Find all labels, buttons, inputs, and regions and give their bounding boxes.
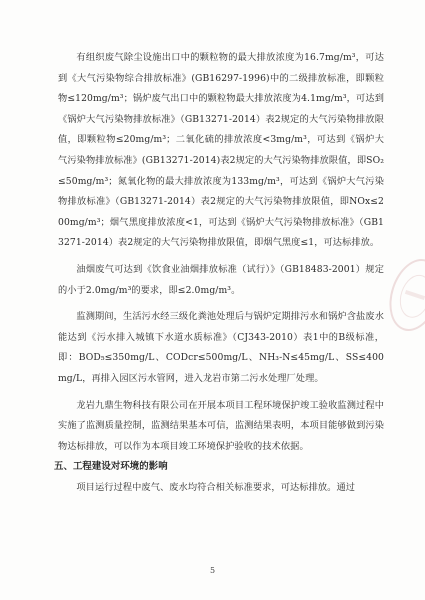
page-body <box>54 48 384 498</box>
seal-center-mark <box>405 290 425 300</box>
seal-stamp-mark <box>381 252 425 337</box>
paragraph-exhaust-gas-results: 有组织废气除尘设施出口中的颗粒物的最大排放浓度为16.7mg/m³，可达到《大气污染物综合排放标准》(GB16297-1996)中的二级排放标准，即颗粒物≤120mg/m³；锅炉废气出口中的颗粒物最大排放浓度为4.1mg/m³，可达到《锅炉大气污染物排放标准》（GB13271-2014）表2规定的大气污染物排放限值，即颗粒物≤20mg/m³；二氧化硫的排放浓度<3mg/m³，可达到《锅炉大气污染物排放标准》(GB13271-2014)表2规定的大气污染物排放限值，即SO₂≤50mg/m³；氮氧化物的最大排放浓度为133mg/m³，可达到《锅炉大气污染物排放标准》（GB13271-2014）表2规定的大气污染物排放限值，即NOx≤200mg/m³；烟气黑度排放浓度<1，可达到《锅炉大气污染物排放标准》（GB13271-2014）表2规定的大气污染物排放限值，即烟气黑度≤1，可达标排放。 <box>58 52 384 249</box>
section-heading-environmental-impact: 五、工程建设对环境的影响 <box>54 461 168 473</box>
paragraph-cooking-fume-results: 油烟废气可达到《饮食业油烟排放标准（试行）》（GB18483-2001）规定的小于2.0mg/m³的要求，即≤2.0mg/m³。 <box>58 263 384 296</box>
paragraph-wastewater-results: 监测期间，生活污水经三级化粪池处理后与锅炉定期排污水和锅炉含盐废水能达到《污水排入城镇下水道水质标准》（CJ343-2010）表1中的B级标准，即：BOD₅≤350mg/L、CODcr≤500mg/L、NH₃-N≤45mg/L、SS≤400mg/L，再排入园区污水管网，进入龙岩市第二污水处理厂处理。 <box>58 311 384 384</box>
page-number: 5 <box>209 566 216 575</box>
paragraph-monitoring-conclusion: 龙岩九鼎生物科技有限公司在开展本项目工程环境保护竣工验收监测过程中实施了监测质量控制，监测结果基本可信，监测结果表明，本项目能够做到污染物达标排放，可以作为本项目竣工环境保护验收的技术依据。 <box>58 399 384 452</box>
seal-inner-ring <box>395 271 425 322</box>
paragraph-environmental-impact: 项目运行过程中废气、废水均符合相关标准要求，可达标排放。通过 <box>76 481 356 493</box>
